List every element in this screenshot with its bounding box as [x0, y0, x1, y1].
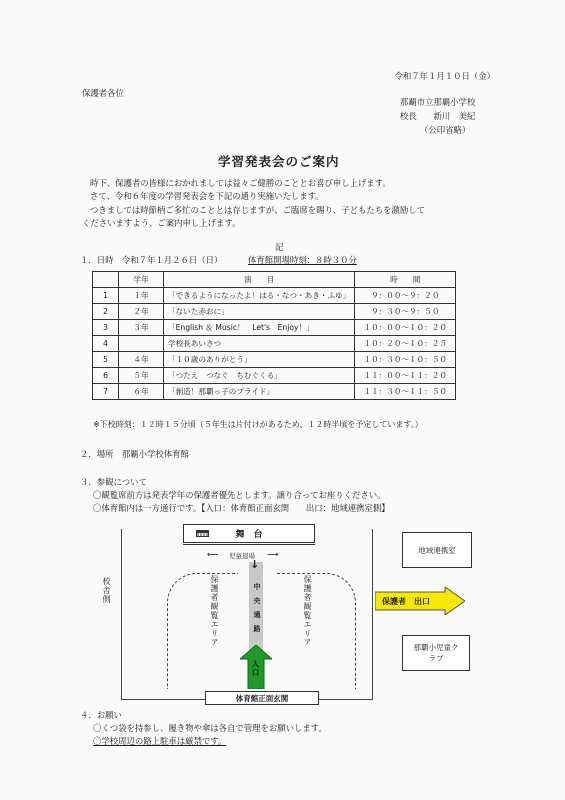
kids-path-arrow-right: ⟶ — [267, 550, 279, 559]
header-cell: 時 間 — [355, 272, 456, 288]
table-row — [93, 320, 456, 336]
dismissal-note: ※下校時刻：１２時１５分頃（５年生は片付けがあるため、１２時半頃を予定しています。） — [93, 420, 423, 429]
table-row — [93, 288, 456, 304]
cell: 4 — [93, 336, 119, 352]
request-2: 〇学校周辺の路上駐車は厳禁です。 — [93, 736, 227, 746]
viewing-rule-2: 〇体育館内は一方通行です。【入口：体育館正面玄関 出口：地域連携室側】 — [93, 503, 390, 513]
front-door — [205, 691, 319, 705]
page-title: 学習発表会のご案内 — [218, 154, 340, 169]
intro-line-3: つきましては時節柄ご多忙のこととは存じますが、ご臨席を賜り、子どもたちを激励して — [90, 205, 425, 215]
cell: ６年 — [119, 384, 164, 400]
stage-label: 舞 台 — [235, 530, 263, 540]
stage — [183, 524, 315, 543]
cell: 「ないた赤おに」 — [164, 304, 355, 320]
entrance-label: 入口 — [251, 660, 260, 677]
school-side-label: 校舎側 — [102, 577, 111, 604]
cell: 2 — [93, 304, 119, 320]
schedule-table — [92, 271, 456, 400]
cell: 1 — [93, 288, 119, 304]
cell — [119, 336, 164, 352]
community-room — [402, 532, 472, 568]
cell: ９：００～９：２０ — [355, 288, 456, 304]
cell: ４年 — [119, 352, 164, 368]
section-2: ２．場所 那覇小学校体育館 — [80, 449, 189, 459]
cell: １１：００～１１：２０ — [355, 368, 456, 384]
down-arrow-icon: ↓ — [250, 558, 260, 571]
cell: 「つたえ つなぐ ちむぐくる」 — [164, 368, 355, 384]
table-row — [93, 352, 456, 368]
kids-path-label: 児童退場 — [229, 552, 255, 560]
cell: １１：３０～１１：５０ — [355, 384, 456, 400]
principal: 校長 新川 美紀 — [400, 111, 476, 121]
recipient: 保護者各位 — [82, 88, 124, 98]
cell: １０：００～１０：２０ — [355, 320, 456, 336]
cell: 3 — [93, 320, 119, 336]
center-aisle-label: 中央通路 — [253, 583, 261, 639]
intro-line-4: くださいますよう、ご案内申し上げます。 — [82, 218, 241, 228]
floor-map — [95, 515, 475, 710]
request-1: 〇くつ袋を持参し、履き物や傘は各自で管理をお願いします。 — [93, 723, 327, 733]
cell: 6 — [93, 368, 119, 384]
header-cell: 演 目 — [164, 272, 355, 288]
exit-label: 保護者 出口 — [382, 597, 430, 606]
cell: 7 — [93, 384, 119, 400]
date: 令和７年１月１０日（金） — [394, 71, 495, 81]
table-row — [93, 304, 456, 320]
piano-icon — [196, 528, 210, 539]
kids-club-label: 那覇小児童クラブ — [413, 643, 459, 663]
kids-club — [402, 635, 470, 671]
header-cell — [93, 272, 119, 288]
table-row — [93, 384, 456, 400]
cell: ５年 — [119, 368, 164, 384]
cell: 「創造！那覇っ子のプライド」 — [164, 384, 355, 400]
section-3-label: ３．参観について — [80, 477, 147, 487]
cell: ２年 — [119, 304, 164, 320]
school-name: 那覇市立那覇小学校 — [400, 97, 476, 107]
cell: 「できるようになったよ！はる・なつ・あき・ふゆ」 — [164, 288, 355, 304]
section-1-label: １．日時 令和７年１月２６日（日） — [80, 255, 223, 265]
cell: １０：２０～１０：２５ — [355, 336, 456, 352]
table-row — [93, 368, 456, 384]
table-header-row — [93, 272, 456, 288]
cell: １年 — [119, 288, 164, 304]
cell: 「English ＆ Music！ Let's Enjoy！」 — [164, 320, 355, 336]
ki-mark: 記 — [275, 242, 284, 252]
stage-line — [183, 544, 315, 545]
seal-note: （公印省略） — [420, 125, 471, 135]
cell: ９：３０～９：５０ — [355, 304, 456, 320]
left-viewing-area-label: 保護者観覧エリア — [210, 575, 219, 647]
community-room-label: 地域連携室 — [418, 545, 456, 555]
left-viewing-area — [167, 573, 238, 689]
front-door-label: 体育館正面玄関 — [235, 693, 289, 703]
right-viewing-area-label: 保護者観覧エリア — [303, 575, 312, 647]
cell: 「１０歳のありがとう」 — [164, 352, 355, 368]
open-time: 体育館開場時刻：８時３０分 — [248, 255, 357, 265]
cell: 5 — [93, 352, 119, 368]
cell: １０：３０～１０：５０ — [355, 352, 456, 368]
viewing-rule-1: 〇観覧席前方は発表学年の保護者優先とします。譲り合ってお座りください。 — [93, 490, 386, 500]
header-cell: 学年 — [119, 272, 164, 288]
cell: 学校長あいさつ — [164, 336, 355, 352]
kids-path-arrow-left: ⟵ — [207, 550, 219, 559]
right-viewing-area — [277, 573, 356, 689]
table-row — [93, 336, 456, 352]
section-4-label: ４．お願い — [80, 710, 122, 720]
intro-line-2: さて、令和６年度の学習発表会を下記の通り実施いたします。 — [90, 191, 324, 201]
cell: ３年 — [119, 320, 164, 336]
intro-line-1: 時下、保護者の皆様におかれましては益々ご健勝のこととお喜び申し上げます。 — [90, 178, 391, 188]
